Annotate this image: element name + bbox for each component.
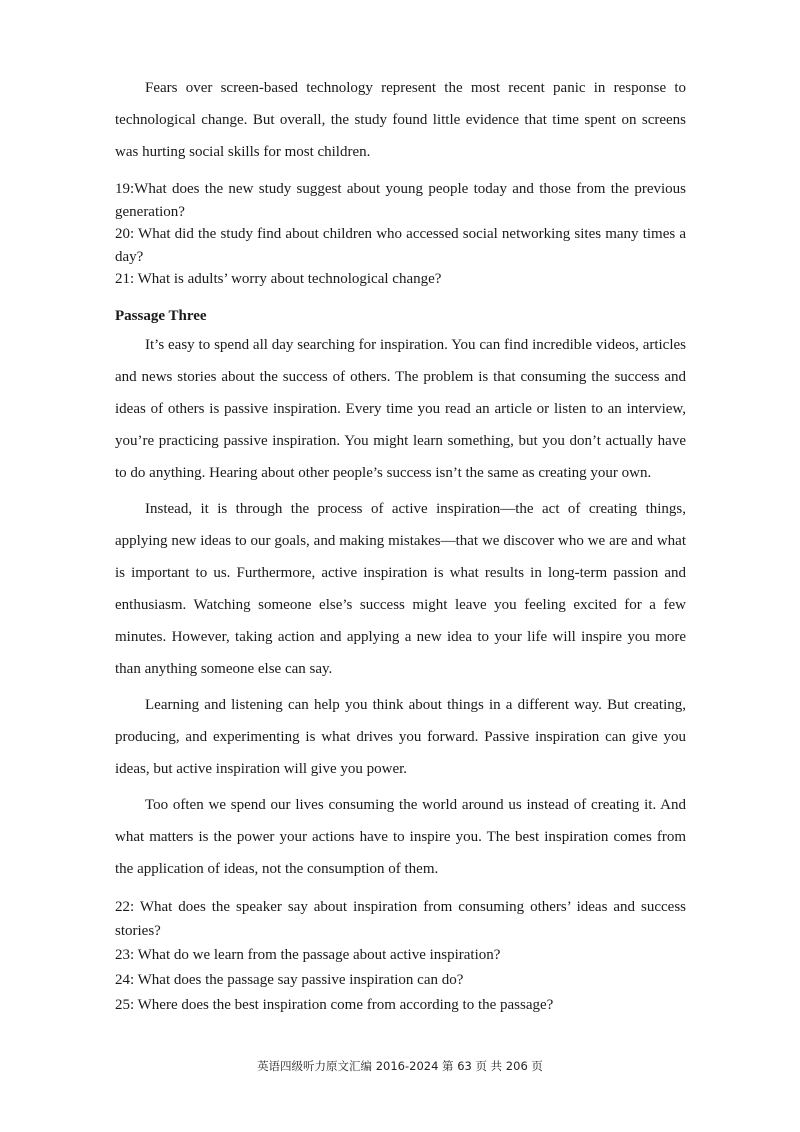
- page-content: [115, 72, 686, 1018]
- passage-heading: Passage Three: [115, 307, 207, 324]
- passage-paragraph-4: Too often we spend our lives consuming the world around us instead of creating it. And what matters is the power your actions have to inspire you. The best inspiration comes from the application of ideas, not the consumption of them.: [115, 796, 686, 877]
- intro-paragraph: Fears over screen-based technology represent the most recent panic in response to technological change. But overall, the study found little evidence that time spent on screens was hurting social skills for most children.: [115, 80, 686, 160]
- question-19: 19:What does the new study suggest about young people today and those from the previous generation?: [115, 181, 686, 220]
- question-20: 20: What did the study find about children who accessed social networking sites many times a day?: [115, 226, 686, 265]
- question-23: 23: What do we learn from the passage about active inspiration?: [115, 946, 501, 963]
- passage-paragraph-2: Instead, it is through the process of active inspiration—the act of creating things, applying new ideas to our goals, and making mistakes—that we discover who we are and what is important to us. Furthermore, active inspiration is what results in long-term passion and enthusiasm. Watching someone else’s success might leave you feeling excited for a few minutes. However, taking action and applying a new idea to your life will inspire you more than anything someone else can say.: [115, 500, 686, 677]
- question-list-b: [115, 895, 686, 1018]
- question-22: 22: What does the speaker say about inspiration from consuming others’ ideas and success stories?: [115, 898, 686, 939]
- question-list-a: [115, 178, 686, 291]
- passage-paragraph-1: It’s easy to spend all day searching for inspiration. You can find incredible videos, articles and news stories about the success of others. The problem is that consuming the success and ideas of others is passive inspiration. Every time you read an article or listen to an interview, you’re practicing passive inspiration. You might learn something, but you don’t actually have to do anything. Hearing about other people’s success isn’t the same as creating your own.: [115, 336, 686, 481]
- passage-paragraph-3: Learning and listening can help you think about things in a different way. But creating, producing, and experimenting is what drives you forward. Passive inspiration can give you ideas, but active inspiration will give you power.: [115, 696, 686, 777]
- question-25: 25: Where does the best inspiration come from according to the passage?: [115, 996, 554, 1013]
- page-footer: 英语四级听力原文汇编 2016-2024 第 63 页 共 206 页: [257, 1059, 543, 1073]
- question-24: 24: What does the passage say passive inspiration can do?: [115, 971, 464, 988]
- question-21: 21: What is adults’ worry about technological change?: [115, 271, 442, 287]
